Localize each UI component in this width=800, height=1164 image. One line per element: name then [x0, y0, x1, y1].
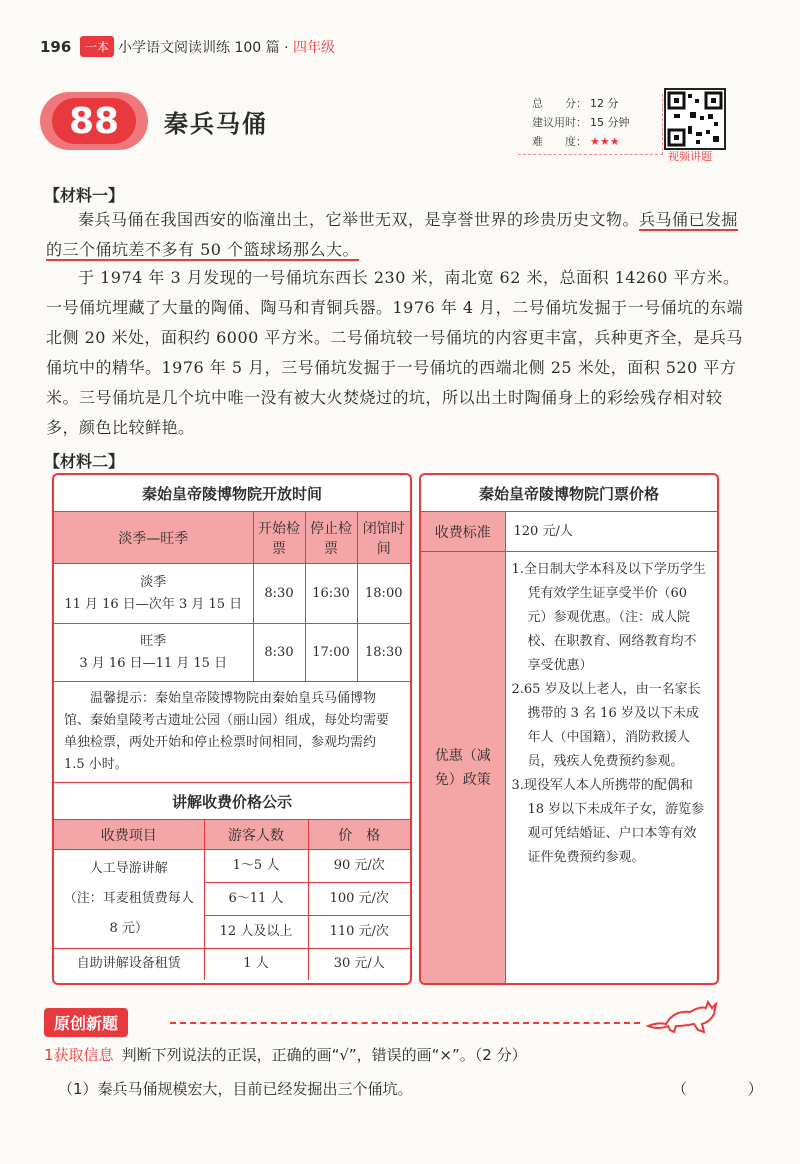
stop-time: 17:00 — [305, 624, 357, 682]
table-row — [54, 850, 410, 883]
material-two-heading: 【材料二】 — [44, 452, 125, 471]
series-badge: 一本 — [80, 36, 114, 57]
page-number: 196 — [40, 38, 72, 56]
guide-price: 110 元/次 — [308, 916, 410, 949]
question-1-item-1: （1）秦兵马俑规模宏大，目前已经发掘出三个俑坑。 — [58, 1080, 413, 1098]
visitor-count: 1 人 — [204, 949, 308, 980]
table-row — [54, 564, 410, 624]
close-time: 18:00 — [357, 564, 410, 624]
video-explanation-label[interactable]: 视频讲题 — [668, 150, 712, 163]
book-title — [118, 37, 335, 57]
discount-policy-label: 优惠（减免）政策 — [421, 552, 505, 984]
guide-price: 30 元/人 — [308, 949, 410, 980]
lesson-number: 88 — [68, 100, 120, 142]
fee-standard-value: 120 元/人 — [505, 512, 717, 552]
season-name: 旺季 — [140, 633, 167, 649]
total-score-value: 12 分 — [590, 97, 619, 110]
total-score-label: 总 分： — [532, 97, 587, 110]
material-one-paragraph-2: 于 1974 年 3 月发现的一号俑坑东西长 230 米，南北宽 62 米，总面积 14260 平方米。一号俑坑埋藏了大量的陶俑、陶马和青铜兵器。1976 年 4 月，二号俑坑发掘于一号俑坑的东端北侧 20 米处，面积约 6000 平方米。二号俑坑较一号俑坑的内容更丰富，兵种更齐全，是兵马俑坑中的精华。1976 年 5 月，三号俑坑发掘于一号俑坑的西端北侧 25 米处，面积 520 平方米。三号俑坑是几个坑中唯一没有被大火焚烧过的坑，所以出土时陶俑身上的彩绘残存相对较多，颜色比较鲜艳。 — [46, 268, 744, 437]
material-one-heading: 【材料一】 — [44, 186, 125, 205]
visitor-count: 1～5 人 — [204, 850, 308, 883]
policy-item: 2.65 岁及以上老人，由一名家长携带的 3 名 16 岁及以下未成年人（中国籍），消防救援人员，残疾人免费预约参观。 — [511, 682, 701, 769]
col-charge-item: 收费项目 — [54, 820, 204, 850]
question-text: 判断下列说法的正误，正确的画“√”，错误的画“×”。（2 分） — [121, 1046, 527, 1064]
col-stop-check: 停止检票 — [305, 512, 357, 564]
self-guide-item: 自助讲解设备租赁 — [54, 949, 204, 980]
close-time: 18:30 — [357, 624, 410, 682]
col-start-check: 开始检票 — [253, 512, 305, 564]
table-row — [54, 624, 410, 682]
discount-policy-list — [505, 552, 717, 984]
start-time: 8:30 — [253, 564, 305, 624]
policy-item: 1.全日制大学本科及以下学历学生凭有效学生证享受半价（60 元）参观优惠。（注：成人院校、在职教育、网络教育均不享受优惠） — [511, 562, 706, 673]
guide-price: 90 元/次 — [308, 850, 410, 883]
manual-guide-item: 人工导游讲解 — [89, 861, 168, 876]
paragraph-1-text: 秦兵马俑在我国西安的临潼出土，它举世无双，是享誉世界的珍贵历史文物。 — [78, 210, 640, 229]
cat-icon — [644, 996, 720, 1044]
col-season: 淡季—旺季 — [54, 512, 253, 564]
hours-and-guide-table — [52, 473, 412, 985]
underlined-sentence: 兵马俑已发掘的三个俑坑差不多有 50 个篮球场那么大。 — [46, 210, 739, 259]
visitor-count: 12 人及以上 — [204, 916, 308, 949]
book-title-text: 小学语文阅读训练 100 篇 · — [118, 40, 293, 56]
question-number: 1 — [44, 1046, 54, 1064]
col-close-time: 闭馆时间 — [357, 512, 410, 564]
lesson-title: 秦兵马俑 — [164, 110, 268, 138]
ticket-price-table — [419, 473, 719, 985]
guide-table-title: 讲解收费价格公示 — [54, 783, 410, 820]
season-range: 3 月 16 日—11 月 15 日 — [79, 655, 228, 671]
difficulty-label: 难 度： — [532, 135, 587, 148]
lesson-info-card — [518, 94, 663, 155]
col-price: 价 格 — [308, 820, 410, 850]
visiting-tip: 温馨提示：秦始皇帝陵博物院由秦始皇兵马俑博物馆、秦始皇陵考古遗址公园（丽山园）组成，每处均需要单独检票，两处开始和停止检票时间相同，参观均需约 1.5 小时。 — [54, 682, 410, 783]
difficulty-stars: ★★★ — [590, 135, 620, 148]
section-divider — [170, 1022, 640, 1024]
start-time: 8:30 — [253, 624, 305, 682]
answer-blank[interactable]: （ ） — [672, 1080, 791, 1098]
season-range: 11 月 16 日—次年 3 月 15 日 — [64, 596, 243, 612]
question-1 — [44, 1044, 527, 1065]
question-tag: 获取信息 — [53, 1046, 114, 1064]
suggested-time-value: 15 分钟 — [590, 116, 630, 129]
visitor-count: 6～11 人 — [204, 883, 308, 916]
policy-item: 3.现役军人本人所携带的配偶和 18 岁以下未成年子女，游览参观可凭结婚证、户口本等有效证件免费预约参观。 — [511, 778, 705, 865]
season-name: 淡季 — [140, 574, 167, 590]
ticket-table-title: 秦始皇帝陵博物院门票价格 — [421, 475, 717, 512]
fee-standard-label: 收费标准 — [421, 512, 505, 552]
manual-guide-note: （注：耳麦租赁费每人 8 元） — [63, 891, 194, 936]
qr-code-icon[interactable] — [664, 88, 726, 150]
table-row — [54, 949, 410, 980]
original-question-badge: 原创新题 — [44, 1008, 128, 1037]
guide-price: 100 元/次 — [308, 883, 410, 916]
lesson-number-badge — [40, 92, 148, 150]
grade-label: 四年级 — [292, 40, 335, 56]
material-one-paragraph-1 — [46, 205, 751, 265]
col-visitor-count: 游客人数 — [204, 820, 308, 850]
suggested-time-label: 建议用时： — [532, 116, 587, 129]
stop-time: 16:30 — [305, 564, 357, 624]
hours-table-title: 秦始皇帝陵博物院开放时间 — [54, 475, 410, 512]
